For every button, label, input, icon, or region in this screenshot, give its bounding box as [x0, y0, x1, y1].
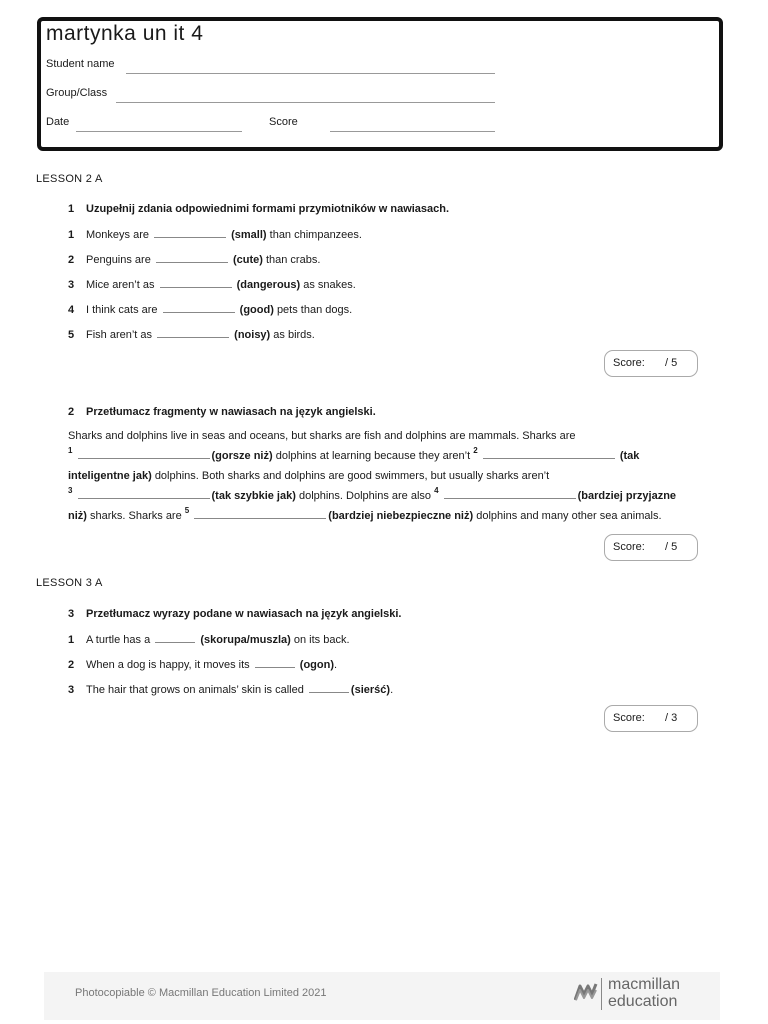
exercise-instruction [68, 406, 376, 418]
gap-keyword: (gorsze niż) [211, 450, 273, 462]
lesson-heading: LESSON 3 A [36, 577, 103, 589]
item-text: I think cats are [86, 304, 158, 316]
group-class-label: Group/Class [46, 87, 108, 99]
answer-blank[interactable] [78, 488, 210, 499]
answer-blank[interactable] [155, 632, 195, 643]
exercise-item [68, 302, 352, 316]
paragraph-text: Sharks and dolphins live in seas and oceans, but sharks are fish and dolphins are mammals. Sharks are [68, 430, 576, 442]
exercise-instruction [68, 203, 449, 215]
paragraph-text: dolphins. Dolphins are also [298, 490, 432, 502]
exercise-item [68, 327, 315, 341]
gap-number: 2 [473, 446, 478, 455]
gap-keyword: (tak szybkie jak) [211, 490, 296, 502]
item-number: 2 [68, 254, 75, 266]
gap-number: 4 [434, 486, 439, 495]
logo-line-1: macmillan [608, 976, 681, 993]
item-text: than chimpanzees. [269, 229, 362, 241]
item-keyword: (sierść) [350, 684, 391, 696]
gap-number: 1 [68, 446, 73, 455]
item-text: . [390, 684, 394, 696]
answer-blank[interactable] [160, 277, 232, 288]
student-name-label: Student name [46, 58, 115, 70]
gap-keyword: inteligentne jak) [68, 470, 152, 482]
gap-number: 5 [184, 506, 190, 515]
answer-blank[interactable] [154, 227, 226, 238]
score-box-label: Score: [613, 712, 645, 724]
item-number: 3 [68, 279, 75, 291]
item-number: 3 [68, 684, 75, 696]
answer-blank[interactable] [157, 327, 229, 338]
item-text: . [333, 659, 338, 671]
gap-keyword: (tak [619, 450, 640, 462]
paragraph-text: dolphins and many other sea animals. [476, 510, 662, 522]
exercise-item [68, 632, 350, 646]
item-text: Mice aren’t as [86, 279, 155, 291]
translation-paragraph [68, 426, 698, 526]
answer-blank[interactable] [194, 508, 326, 519]
exercise-number: 3 [68, 608, 75, 620]
paragraph-text: dolphins at learning because they aren’t [275, 450, 471, 462]
item-text: pets than dogs. [276, 304, 353, 316]
item-text: When a dog is happy, it moves its [86, 659, 250, 671]
score-box [604, 705, 698, 732]
instruction-text: Przetłumacz fragmenty w nawiasach na język angielski. [86, 406, 376, 418]
instruction-text: Przetłumacz wyrazy podane w nawiasach na język angielski. [86, 608, 402, 620]
exercise-item [68, 682, 393, 696]
item-keyword: (dangerous) [236, 279, 301, 291]
item-text: than crabs. [265, 254, 321, 266]
score-box [604, 534, 698, 561]
exercise-item [68, 227, 362, 241]
exercise-item [68, 277, 356, 291]
item-number: 1 [68, 634, 75, 646]
item-number: 4 [68, 304, 75, 316]
exercise-number: 1 [68, 203, 75, 215]
gap-number: 3 [68, 486, 73, 495]
page-title: martynka un it 4 [46, 22, 204, 45]
gap-keyword: niż) [68, 510, 87, 522]
score-box-total: / 5 [665, 357, 678, 369]
logo-wordmark [608, 976, 680, 1010]
paragraph-text: dolphins. Both sharks and dolphins are good swimmers, but usually sharks aren’t [154, 470, 550, 482]
item-number: 2 [68, 659, 75, 671]
answer-blank[interactable] [444, 488, 576, 499]
answer-blank[interactable] [309, 682, 349, 693]
date-label: Date [46, 116, 70, 128]
answer-blank[interactable] [163, 302, 235, 313]
item-keyword: (ogon) [299, 659, 334, 671]
answer-blank[interactable] [483, 448, 615, 459]
score-box-label: Score: [613, 357, 645, 369]
score-box-label: Score: [613, 541, 645, 553]
date-field[interactable] [76, 131, 242, 132]
instruction-text: Uzupełnij zdania odpowiednimi formami przymiotników w nawiasach. [86, 203, 450, 215]
score-box-total: / 3 [665, 712, 678, 724]
item-text: on its back. [293, 634, 350, 646]
logo-divider [601, 978, 602, 1010]
exercise-number: 2 [68, 406, 75, 418]
exercise-item [68, 657, 337, 671]
score-field[interactable] [330, 131, 495, 132]
score-box [604, 350, 698, 377]
page-footer [44, 972, 720, 1020]
answer-blank[interactable] [255, 657, 295, 668]
item-keyword: (small) [231, 229, 267, 241]
gap-keyword: (bardziej przyjazne [577, 490, 677, 502]
answer-blank[interactable] [156, 252, 228, 263]
score-label: Score [269, 116, 298, 128]
macmillan-m-icon [574, 980, 598, 1002]
item-keyword: (good) [239, 304, 274, 316]
exercise-instruction [68, 608, 401, 620]
logo-line-2: education [608, 993, 678, 1010]
item-text: Fish aren’t as [86, 329, 153, 341]
item-text: as birds. [273, 329, 315, 341]
student-name-field[interactable] [126, 73, 495, 74]
item-text: Monkeys are [86, 229, 149, 241]
item-text: A turtle has a [86, 634, 151, 646]
item-keyword: (cute) [232, 254, 263, 266]
item-text: The hair that grows on animals’ skin is called [86, 684, 304, 696]
score-box-total: / 5 [665, 541, 678, 553]
item-text: Penguins are [86, 254, 151, 266]
macmillan-logo [574, 974, 718, 1014]
paragraph-text: sharks. Sharks are [90, 510, 182, 522]
item-text: as snakes. [303, 279, 356, 291]
group-class-field[interactable] [116, 102, 495, 103]
exercise-item [68, 252, 320, 266]
answer-blank[interactable] [78, 448, 210, 459]
item-number: 1 [68, 229, 75, 241]
item-keyword: (skorupa/muszla) [200, 634, 291, 646]
lesson-heading: LESSON 2 A [36, 173, 103, 185]
gap-keyword: (bardziej niebezpieczne niż) [328, 510, 474, 522]
item-keyword: (noisy) [234, 329, 271, 341]
item-number: 5 [68, 329, 75, 341]
copyright-text: Photocopiable © Macmillan Education Limited 2021 [75, 987, 327, 999]
